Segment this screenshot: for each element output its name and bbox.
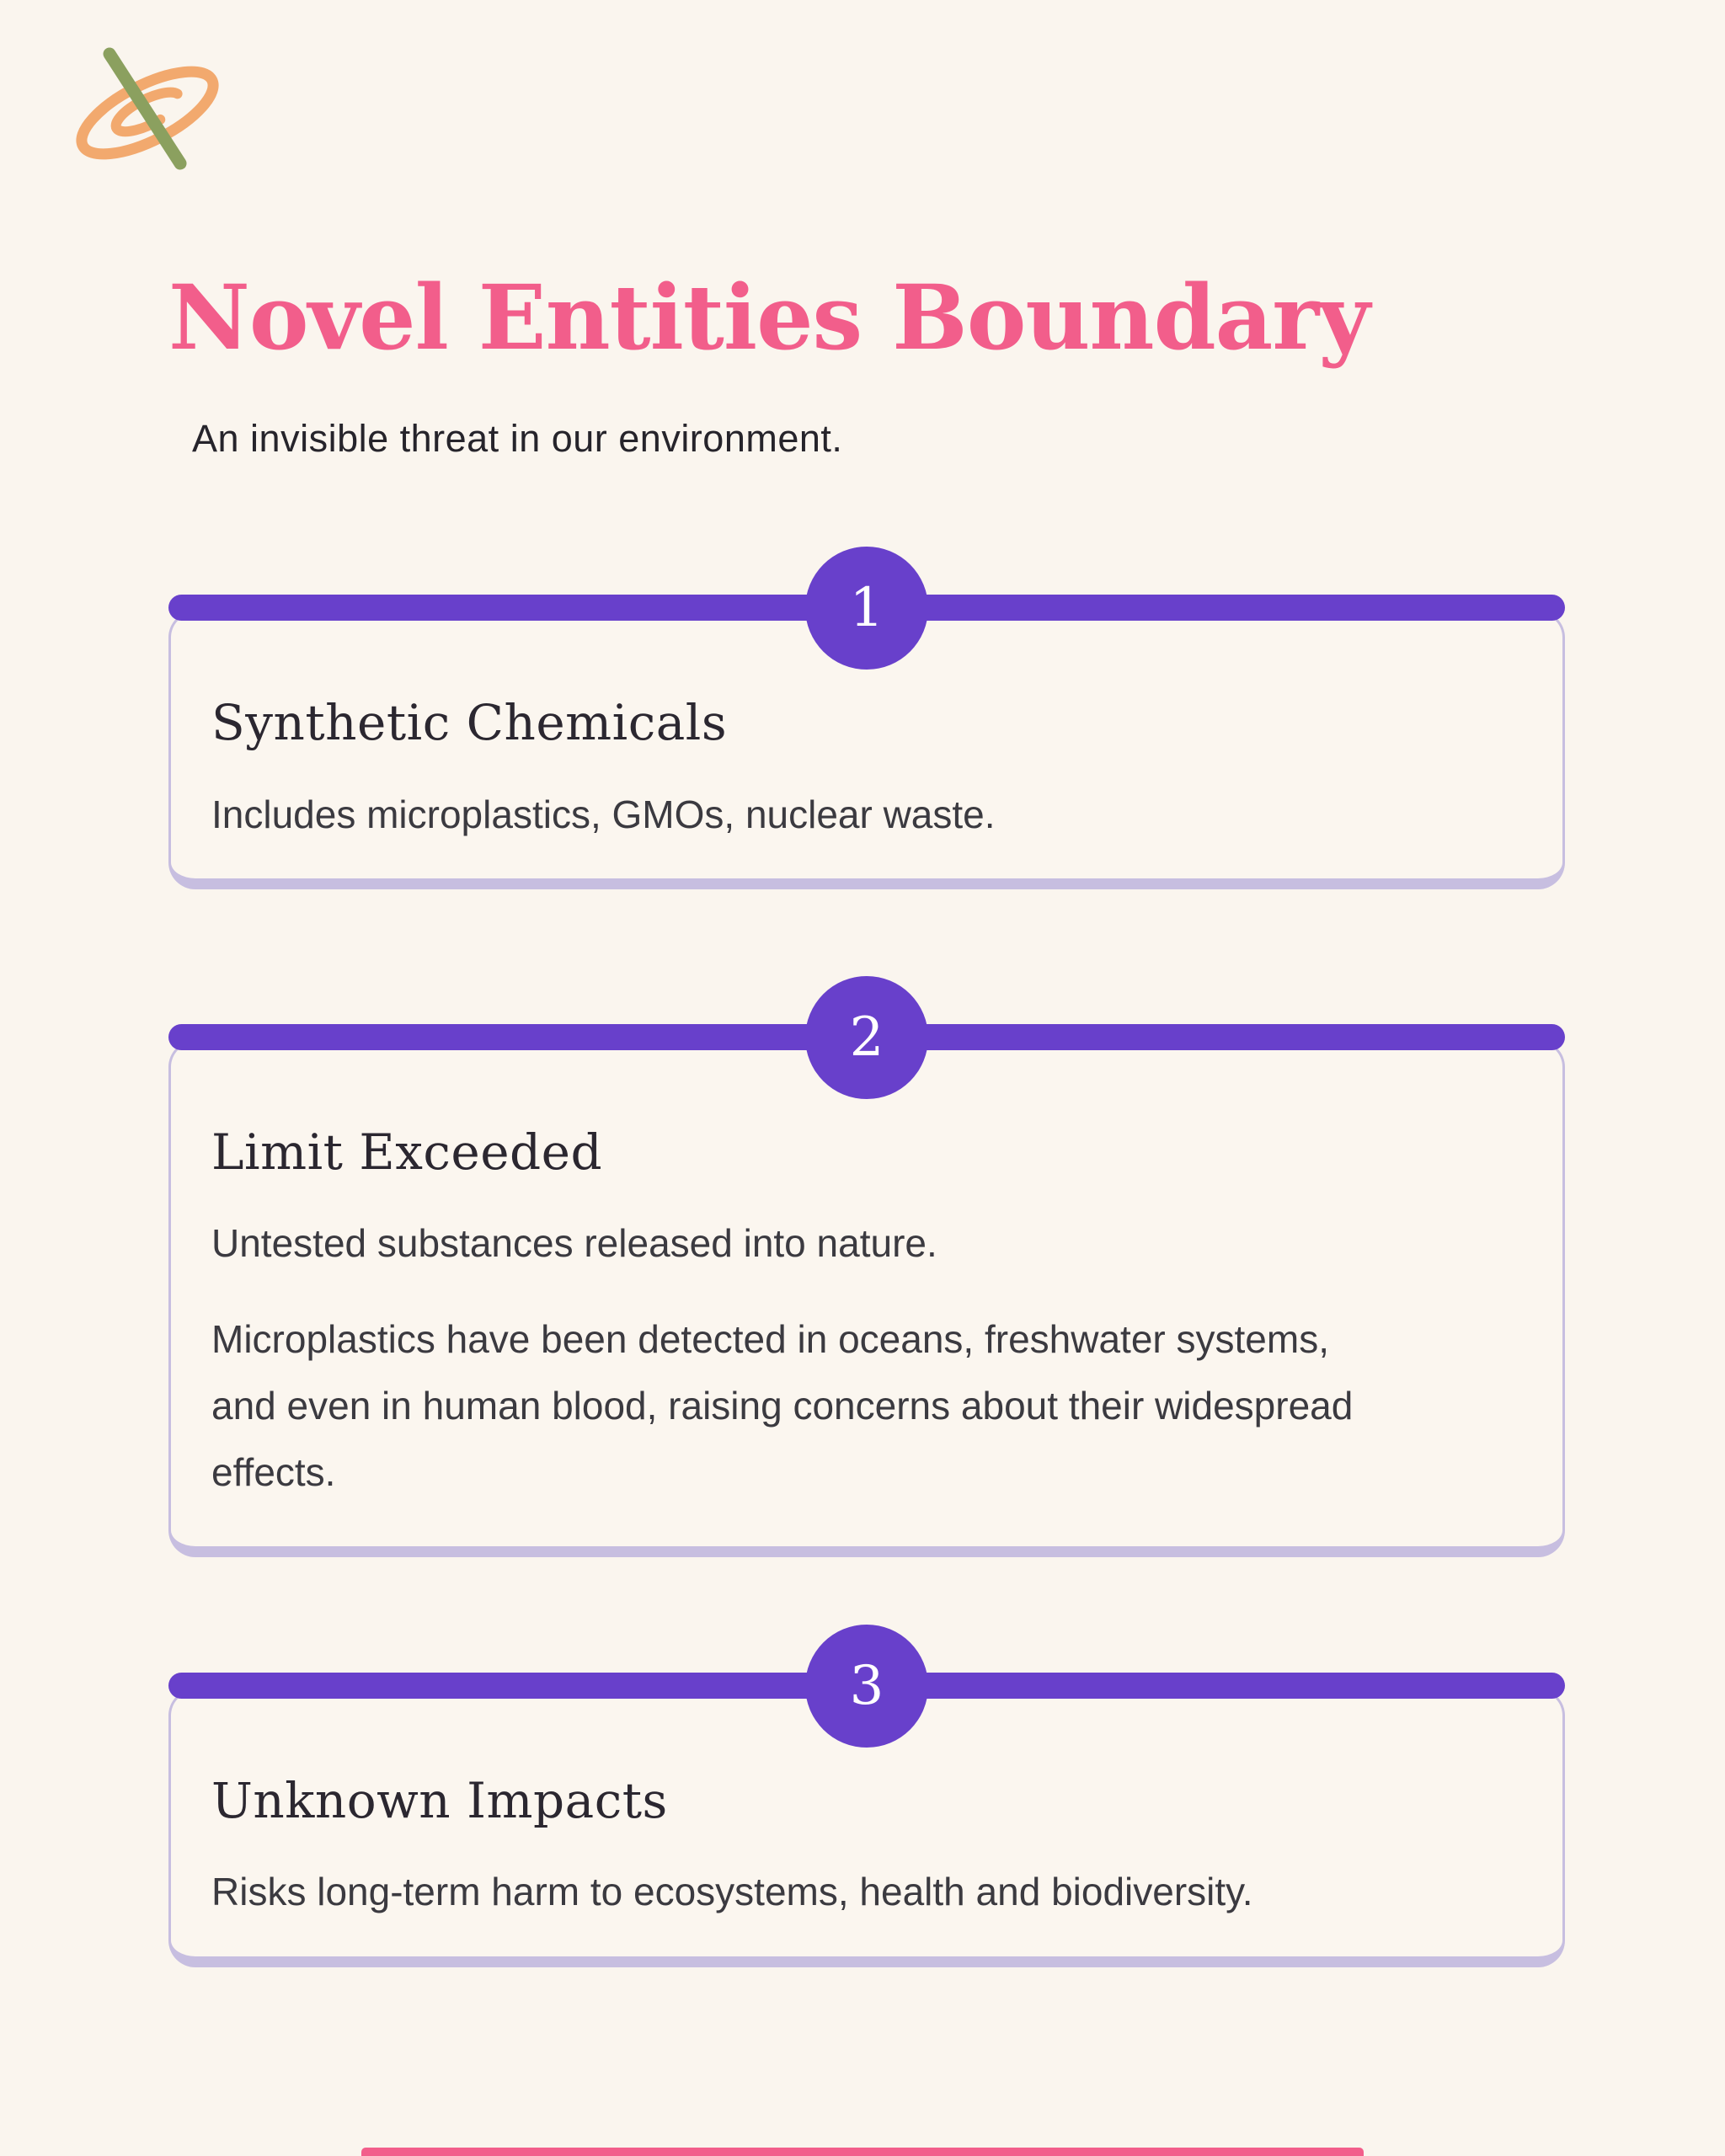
step-number-badge	[805, 976, 928, 1099]
orbit-swirl-logo-icon	[52, 35, 229, 187]
timeline-sections	[168, 577, 1565, 1967]
step-number: 3	[849, 1654, 884, 1717]
section-unknown-impacts	[168, 1654, 1565, 1967]
section-card	[168, 1040, 1565, 1557]
step-number-badge	[805, 1625, 928, 1748]
card-text: Includes microplastics, GMOs, nuclear waste.	[211, 792, 996, 836]
step-number-badge	[805, 547, 928, 670]
section-synthetic-chemicals	[168, 577, 1565, 889]
step-number: 2	[849, 1006, 884, 1069]
card-text: Risks long-term harm to ecosystems, health and biodiversity.	[211, 1870, 1253, 1914]
page-subtitle: An invisible threat in our environment.	[192, 417, 843, 460]
card-heading: Unknown Impacts	[211, 1771, 668, 1829]
section-limit-exceeded	[168, 1006, 1565, 1557]
card-heading: Synthetic Chemicals	[211, 694, 728, 751]
step-number: 1	[849, 577, 884, 639]
card-heading: Limit Exceeded	[211, 1123, 603, 1181]
page-title: Novel Entities Boundary	[168, 264, 1370, 371]
card-text: Microplastics have been detected in oceans, freshwater systems, and even in human blood, raising concerns about their widespread effects.	[211, 1316, 1354, 1494]
card-text: Untested substances released into nature.	[211, 1221, 937, 1266]
bottom-accent-bar	[361, 2148, 1364, 2156]
